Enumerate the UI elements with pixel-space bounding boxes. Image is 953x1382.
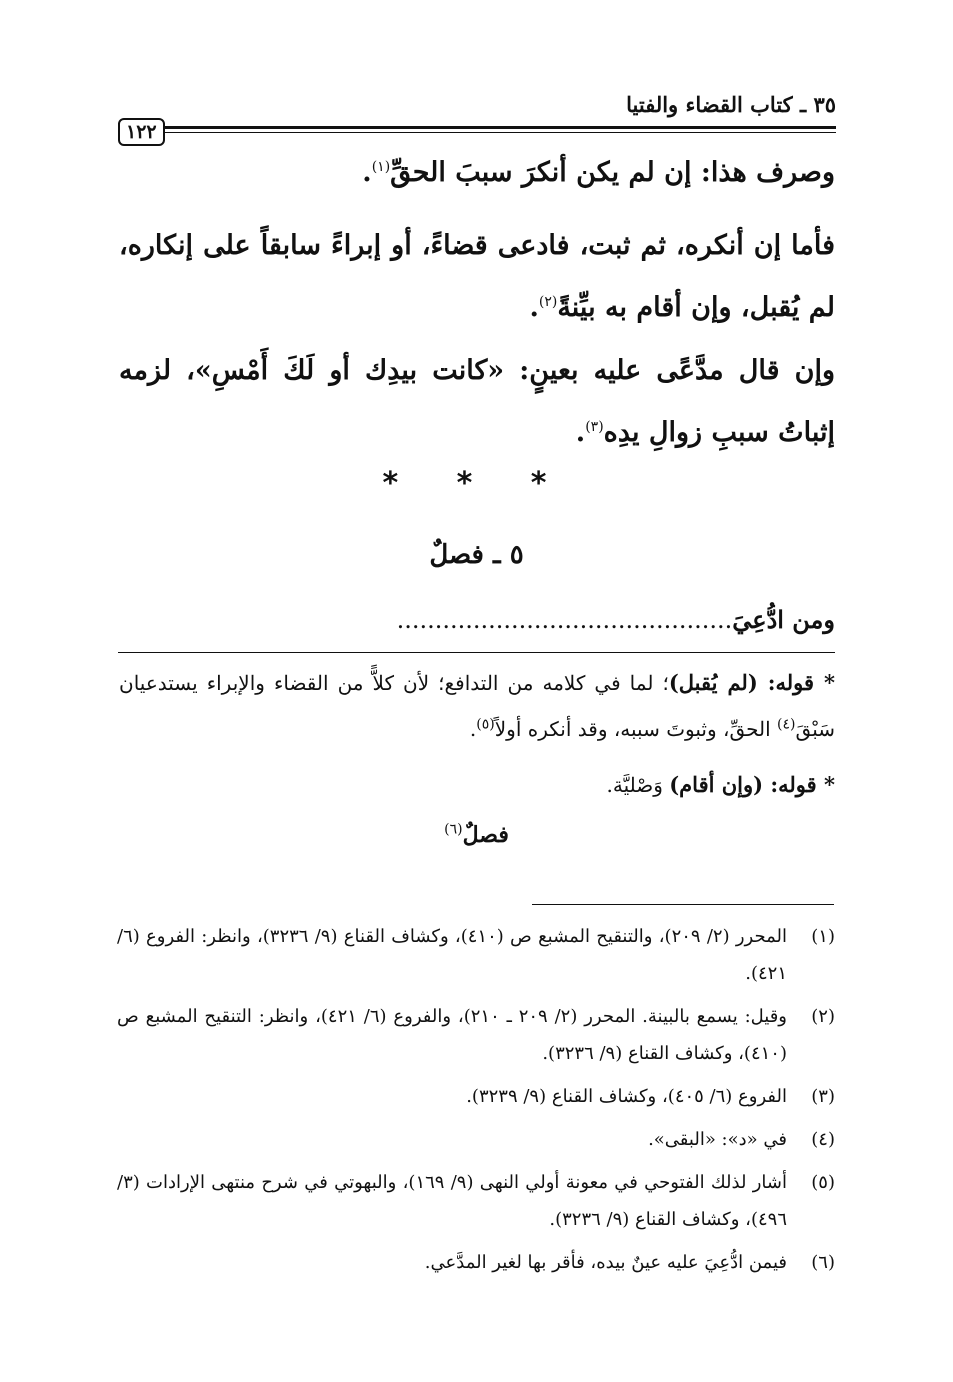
footnote-text: في «د»: «البقى». [648, 1129, 787, 1150]
footnotes-section [117, 918, 835, 1287]
main-text-3: وإن قال مدَّعًى عليه بعينٍ: «كانت بيدِك أو لَكَ أَمْسِ»، لزمه إثباتُ سببِ زوالِ يدِه [119, 355, 835, 448]
matn-entry-text: ومن ادُّعِيَ [732, 605, 835, 634]
footnote-text: وقيل: يسمع بالبينة. المحرر (٢/ ٢٠٩ ـ ٢١٠)، والفروع (٦/ ٤٢١)، وانظر: التنقيح المشبع ص (٤١٠)، وكشاف القناع (٩/ ٣٢٣٦). [117, 1006, 787, 1064]
commentary-divider [118, 652, 835, 653]
footnote-text: أشار لذلك الفتوحي في معونة أولي النهى (٩/ ١٦٩)، والبهوتي في شرح منتهى الإرادات (٣/ ٤٩٦)، وكشاف القناع (٩/ ٣٢٣٦). [117, 1172, 787, 1230]
footnote-item [117, 1164, 835, 1238]
main-paragraph-3 [119, 340, 835, 464]
matn-entry-line [119, 600, 835, 640]
footnote-ref-5[interactable]: (٥) [476, 716, 495, 733]
footnote-number: (٦) [811, 1252, 835, 1273]
page-number: ١٢٢ [118, 118, 165, 146]
footnote-item [117, 1078, 835, 1115]
commentary-paragraph-1 [119, 660, 835, 752]
main-text-3-end: . [575, 417, 586, 448]
footnote-item [117, 998, 835, 1072]
footnote-ref-2[interactable]: (٢) [538, 294, 558, 310]
commentary-text-2: وَصْليَّة. [606, 773, 670, 797]
footnote-text: فيمن ادُّعِيَ عليه عينٌ بيده، فأقر بها لغير المدَّعي. [424, 1252, 787, 1273]
footnote-item [117, 1244, 835, 1281]
footnote-number: (١) [811, 926, 835, 947]
matn-entry-dots: ............................................ [396, 606, 733, 634]
main-text-2-end: . [529, 292, 539, 323]
sub-heading-text: فصلٌ [462, 822, 509, 848]
footnote-text: الفروع (٦/ ٤٠٥)، وكشاف القناع (٩/ ٣٢٣٩). [466, 1086, 787, 1107]
main-text-1-end: . [362, 157, 372, 188]
footnote-text: المحرر (٢/ ٢٠٩)، والتنقيح المشبع ص (٤١٠)، وكشاف القناع (٩/ ٣٢٣٦)، وانظر: الفروع (٦/ ٤٢١). [117, 926, 787, 984]
footnote-ref-6[interactable]: (٦) [444, 821, 463, 838]
sub-heading [0, 822, 953, 848]
commentary-lead-1: * قوله: (لم يُقبل) [668, 670, 836, 695]
commentary-text-1-end: . [469, 717, 477, 741]
footnote-ref-4[interactable]: (٤) [777, 716, 796, 733]
main-text-1: وصرف هذا: إن لم يكن أنكرَ سببَ الحقِّ [390, 157, 835, 188]
footnote-number: (٥) [811, 1172, 835, 1193]
commentary-paragraph-2 [119, 762, 835, 808]
commentary-text-1a: ؛ لما في كلامه من التدافع؛ لأن كلاًّ من القضاء والإبراء يستدعيان سَبْقَ [119, 671, 835, 741]
footnote-divider [532, 904, 834, 905]
section-divider-stars: * * * [382, 466, 571, 501]
main-text-2: فأما إن أنكره، ثم ثبت، فادعى قضاءً، أو إبراءً سابقاً على إنكاره، لم يُقبل، وإن أقام به بيِّنةً [119, 230, 835, 323]
footnote-item [117, 1121, 835, 1158]
footnote-number: (٣) [811, 1086, 835, 1107]
header-rule-thick [118, 126, 836, 129]
footnote-item [117, 918, 835, 992]
section-heading: ٥ ـ فصلٌ [429, 540, 524, 570]
footnote-ref-3[interactable]: (٣) [585, 419, 604, 435]
header-rule-thin [118, 132, 836, 133]
main-paragraph-1 [119, 142, 835, 204]
footnote-number: (٢) [811, 1006, 835, 1027]
commentary-text-1b: الحقِّ، وثبوتَ سببه، وقد أنكره أولاً [494, 717, 778, 741]
main-paragraph-2 [119, 215, 835, 339]
page-header [118, 88, 836, 143]
running-title: ٣٥ ـ كتاب القضاء والفتيا [626, 92, 836, 117]
footnote-number: (٤) [811, 1129, 835, 1150]
footnote-ref-1[interactable]: (١) [371, 159, 391, 175]
commentary-lead-2: * قوله: (وإن أقام) [669, 772, 835, 797]
